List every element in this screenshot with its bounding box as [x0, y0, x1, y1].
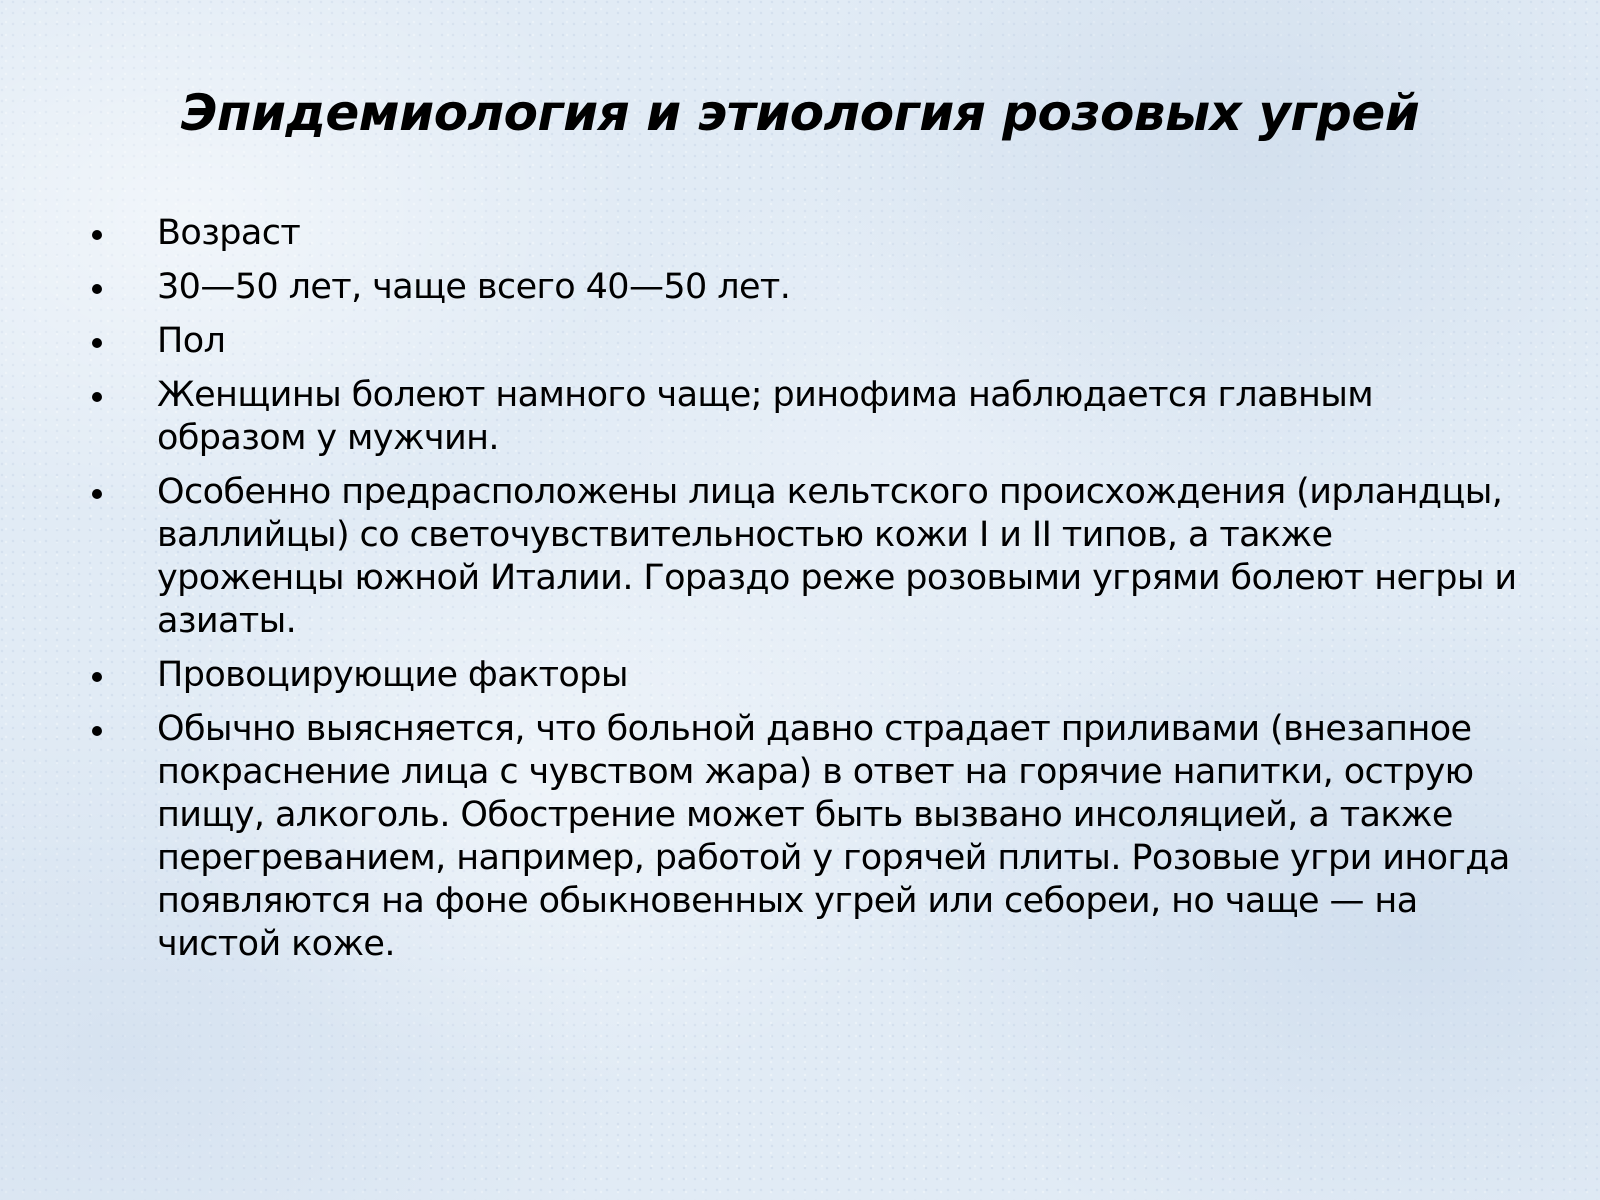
bullet-text: Провоцирующие факторы — [157, 655, 628, 695]
bullet-dot-icon — [92, 338, 102, 348]
bullet-item-triggers-detail — [92, 708, 1522, 966]
bullet-dot-icon — [92, 489, 102, 499]
bullet-text: Пол — [157, 321, 226, 361]
bullet-item-predisposition — [92, 471, 1522, 643]
bullet-item-age-range — [92, 266, 1522, 309]
bullet-dot-icon — [92, 726, 102, 736]
bullet-item-age — [92, 212, 1522, 255]
slide-title: Эпидемиология и этиология розовых угрей — [180, 84, 1420, 142]
bullet-item-triggers — [92, 654, 1522, 697]
bullet-text: Женщины болеют намного чаще; ринофима наблюдается главным образом у мужчин. — [157, 375, 1374, 458]
bullet-dot-icon — [92, 284, 102, 294]
bullet-dot-icon — [92, 672, 102, 682]
bullet-text: Особенно предрасположены лица кельтского происхождения (ирландцы, валлийцы) со светочувствительностью кожи I и II типов, а также уроженцы южной Италии. Гораздо реже розовыми угрями болеют негры и азиаты. — [157, 472, 1517, 641]
bullet-text: Обычно выясняется, что больной давно страдает приливами (внезапное покраснение лица с чувством жара) в ответ на горячие напитки, острую пищу, алкоголь. Обострение может быть вызвано инсоляцией, а также перегреванием, например, работой у горячей плиты. Розовые угри иногда появляются на фоне обыкновенных угрей или себореи, но чаще — на чистой коже. — [157, 709, 1510, 964]
bullet-dot-icon — [92, 230, 102, 240]
bullet-text: Возраст — [157, 213, 301, 253]
bullet-dot-icon — [92, 392, 102, 402]
bullet-item-sex-detail — [92, 374, 1522, 460]
bullet-item-sex — [92, 320, 1522, 363]
bullet-list — [92, 212, 1522, 977]
bullet-text: 30—50 лет, чаще всего 40—50 лет. — [157, 267, 791, 307]
